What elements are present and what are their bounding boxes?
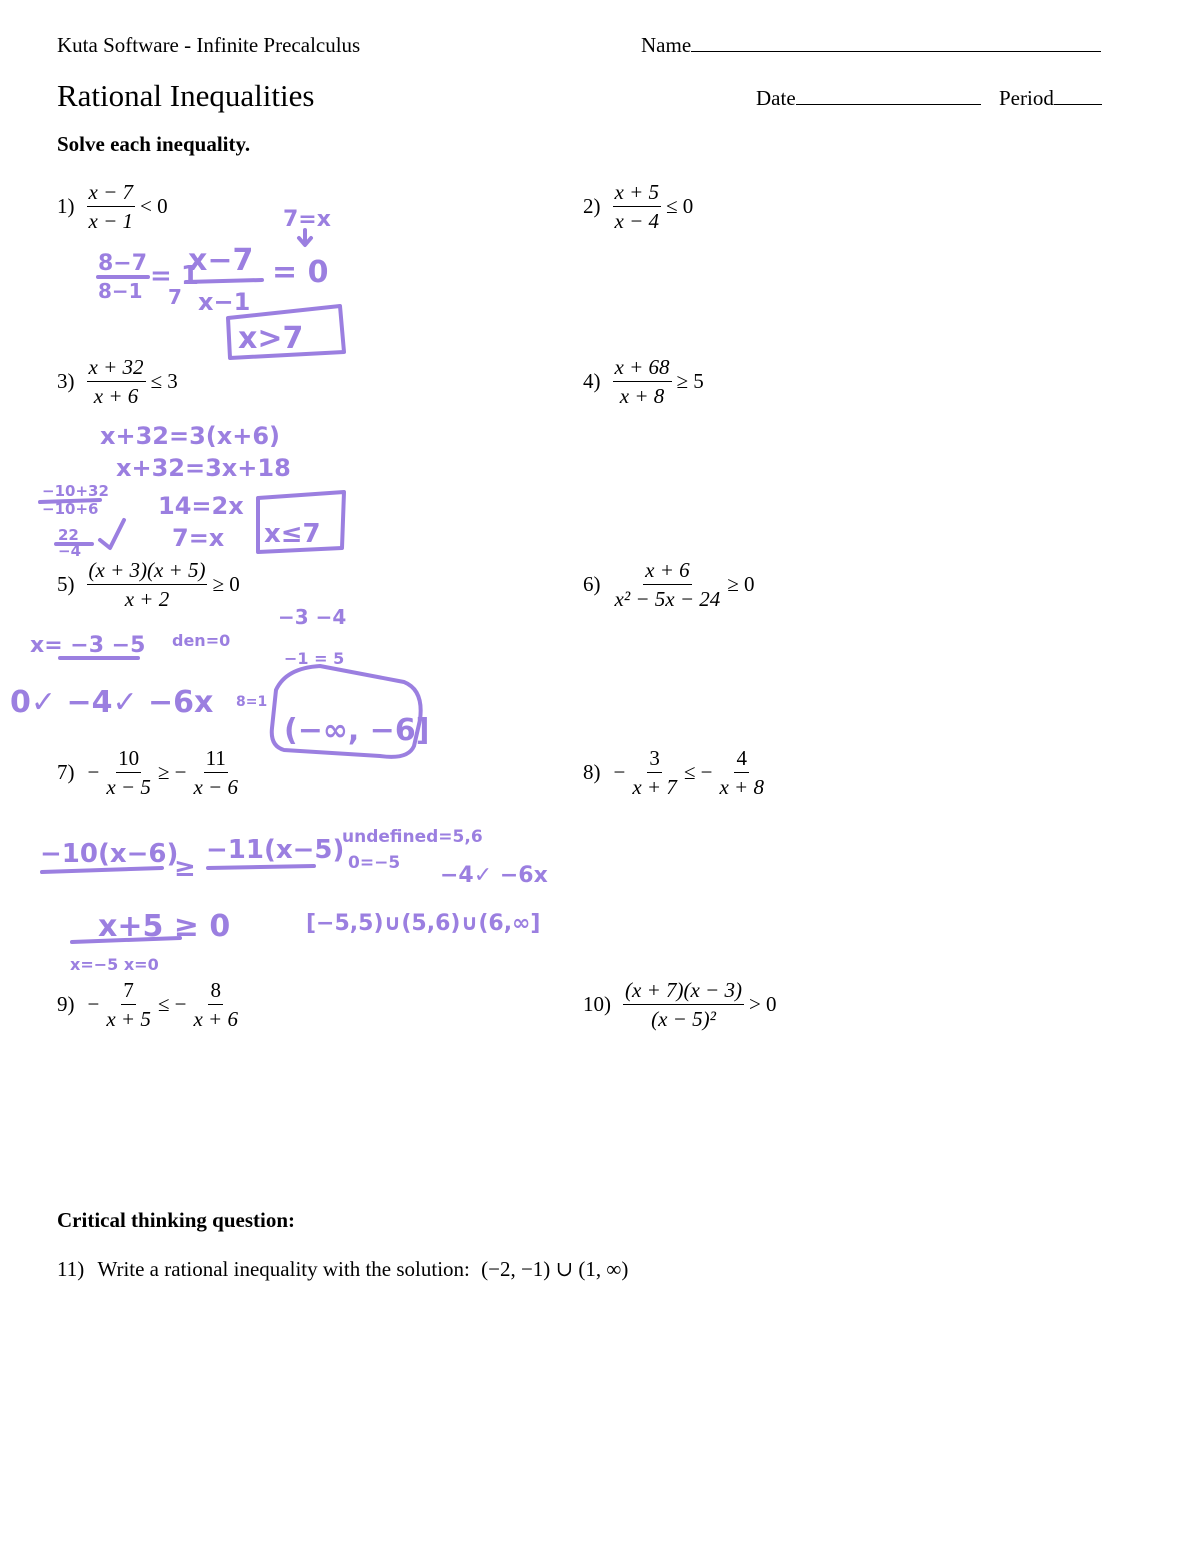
- hw-p1-f: x−7: [188, 243, 254, 278]
- hw-p7-e: 0=−5: [348, 853, 401, 873]
- hw-p3-b: x+32=3x+18: [116, 454, 291, 482]
- denominator: x + 7: [632, 775, 677, 799]
- hw-p5-e: −1 = 5: [284, 649, 345, 668]
- hw-answer-box: [228, 306, 344, 358]
- hw-p5-c: 0✓ −4✓ −6x: [10, 685, 214, 720]
- hw-answer-box: [258, 492, 344, 552]
- problem-7: [57, 746, 242, 799]
- problem-number: 8): [583, 760, 601, 784]
- critical-heading: Critical thinking question:: [57, 1208, 296, 1232]
- hw-p3-c: 14=2x: [158, 492, 244, 520]
- fraction-right: [191, 746, 240, 799]
- problem-11: [57, 1257, 628, 1282]
- name-label: Name: [641, 33, 692, 57]
- relation: ≤ −: [683, 760, 713, 784]
- relation: ≤ 0: [666, 194, 694, 218]
- hw-p7-d: undefined=5,6: [342, 827, 483, 847]
- problem-number: 2): [583, 194, 601, 218]
- period-blank[interactable]: [1054, 86, 1102, 105]
- denominator: x − 4: [614, 209, 659, 233]
- hw-arrow: [299, 230, 311, 245]
- problem-number: 3): [57, 369, 75, 393]
- name-field: [641, 33, 1101, 58]
- sign: −: [613, 760, 626, 784]
- denominator: (x − 5)²: [651, 1007, 716, 1031]
- denominator: x + 6: [193, 1007, 238, 1031]
- relation: ≥ 0: [727, 572, 755, 596]
- hw-p1-h: = 0: [272, 255, 329, 290]
- instructions: Solve each inequality.: [57, 132, 251, 156]
- fraction: [613, 558, 723, 611]
- publisher-line: Kuta Software - Infinite Precalculus: [57, 33, 361, 57]
- numerator: (x + 3)(x + 5): [87, 558, 208, 585]
- hw-p7-a: −10(x−6): [40, 839, 179, 869]
- problem-text: Write a rational inequality with the solution:: [97, 1257, 470, 1281]
- hw-p1-c: 8−1: [98, 279, 143, 303]
- hw-p1-g: x−1: [198, 288, 251, 316]
- relation: ≥ 0: [212, 572, 240, 596]
- problem-number: 7): [57, 760, 75, 784]
- problem-number: 4): [583, 369, 601, 393]
- relation: ≥ 5: [676, 369, 704, 393]
- problem-5: [57, 558, 243, 611]
- problem-8: [583, 746, 768, 799]
- hw-p7-c: −11(x−5): [206, 835, 345, 865]
- problem-4: [583, 355, 707, 408]
- numerator: x + 68: [613, 355, 672, 382]
- hw-check-icon: [100, 520, 124, 548]
- hw-p1-e: 7: [168, 285, 182, 309]
- sign: −: [87, 992, 100, 1016]
- fraction: [623, 978, 744, 1031]
- hw-p5-b: den=0: [172, 631, 231, 650]
- denominator: x − 6: [193, 775, 238, 799]
- date-label: Date: [756, 86, 796, 110]
- page-title: Rational Inequalities: [57, 78, 315, 113]
- fraction: [630, 746, 679, 799]
- numerator: 8: [208, 978, 223, 1005]
- problem-number: 5): [57, 572, 75, 596]
- problem-number: 11): [57, 1257, 85, 1281]
- fraction: [104, 978, 153, 1031]
- problem-number: 9): [57, 992, 75, 1016]
- numerator: 7: [121, 978, 136, 1005]
- denominator: x² − 5x − 24: [614, 587, 721, 611]
- fraction: [613, 180, 662, 233]
- relation: ≤ 3: [150, 369, 178, 393]
- hw-p1-d: = 1: [150, 261, 199, 291]
- problem-number: 6): [583, 572, 601, 596]
- numerator: x + 32: [87, 355, 146, 382]
- fraction: [87, 558, 208, 611]
- problem-number: 10): [583, 992, 611, 1016]
- numerator: 4: [734, 746, 749, 773]
- numerator: x + 6: [643, 558, 692, 585]
- hw-p7-b: ≥: [174, 853, 196, 883]
- solution-interval: (−2, −1) ∪ (1, ∞): [481, 1257, 629, 1281]
- hw-p3-a: x+32=3(x+6): [100, 422, 281, 450]
- hw-p7-g: x+5 ≥ 0: [98, 909, 231, 944]
- sign: −: [87, 760, 100, 784]
- hw-p7-answer: [−5,5)∪(5,6)∪(6,∞]: [306, 911, 541, 936]
- date-blank[interactable]: [796, 86, 981, 105]
- fraction: [104, 746, 153, 799]
- hw-p7-f: −4✓ −6x: [440, 863, 548, 888]
- problem-9: [57, 978, 242, 1031]
- denominator: x + 5: [106, 1007, 151, 1031]
- name-blank[interactable]: [691, 33, 1101, 52]
- denominator: x − 1: [88, 209, 133, 233]
- relation: ≥ −: [157, 760, 187, 784]
- numerator: 10: [116, 746, 141, 773]
- hw-underline: [208, 866, 314, 868]
- hw-answer-box: [272, 666, 421, 757]
- hw-underline: [72, 938, 180, 942]
- period-label: Period: [999, 86, 1054, 110]
- relation: > 0: [748, 992, 777, 1016]
- problem-1: [57, 180, 171, 233]
- numerator: (x + 7)(x − 3): [623, 978, 744, 1005]
- hw-p3-h: −4: [58, 542, 82, 560]
- period-field: [999, 86, 1102, 111]
- numerator: 11: [204, 746, 228, 773]
- problem-3: [57, 355, 181, 408]
- denominator: x + 8: [719, 775, 764, 799]
- hw-p3-d: 7=x: [172, 524, 225, 552]
- hw-p5-d: −3 −4: [278, 605, 347, 629]
- relation: < 0: [140, 194, 168, 218]
- fraction-right: [191, 978, 240, 1031]
- problem-6: [583, 558, 758, 611]
- hw-p3-f: −10+6: [42, 500, 99, 518]
- date-field: [756, 86, 981, 111]
- fraction: [87, 355, 146, 408]
- problem-2: [583, 180, 696, 233]
- hw-underline: [42, 868, 162, 872]
- hw-p7-h: x=−5 x=0: [70, 955, 159, 974]
- fraction-right: [717, 746, 766, 799]
- hw-p1-answer: x>7: [238, 321, 304, 356]
- hw-p5-answer: (−∞, −6]: [284, 713, 430, 748]
- problem-number: 1): [57, 194, 75, 218]
- fraction: [87, 180, 136, 233]
- numerator: x − 7: [87, 180, 136, 207]
- hw-p3-answer: x≤7: [264, 519, 321, 549]
- hw-fraction-bar: [40, 500, 100, 544]
- numerator: 3: [647, 746, 662, 773]
- hw-p5-f: 8=1: [236, 694, 268, 710]
- numerator: x + 5: [613, 180, 662, 207]
- hw-p1-b: 8−7: [98, 251, 148, 276]
- hw-p3-e: −10+32: [42, 482, 109, 500]
- hw-fraction-bar: [186, 280, 262, 282]
- denominator: x + 8: [619, 384, 665, 408]
- denominator: x + 6: [93, 384, 139, 408]
- fraction: [613, 355, 672, 408]
- denominator: x + 2: [124, 587, 170, 611]
- hw-p1-a: 7=x: [283, 207, 331, 232]
- problem-10: [583, 978, 780, 1031]
- denominator: x − 5: [106, 775, 151, 799]
- hw-p5-a: x= −3 −5: [30, 633, 146, 658]
- hw-p3-g: 22: [58, 526, 79, 544]
- relation: ≤ −: [157, 992, 187, 1016]
